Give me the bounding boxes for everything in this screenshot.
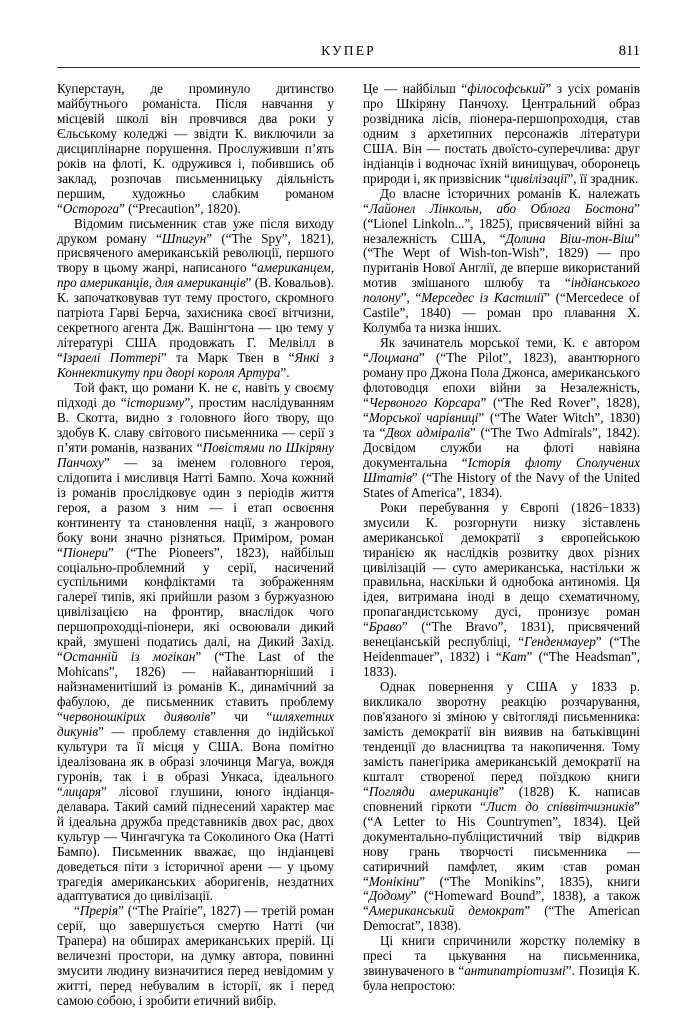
work-title: Кат [501,649,527,665]
paragraph: Роки перебування у Європі (1826−1833) змусили К. розгорнути низку зіставлень американської демократії з європейською тиранією як наслідків розвитку двох різних цивілізацій — суто американська, настільки ж правильна, наскільки й однобока антиномія. Ця ідея, витримана іноді в дещо схематичному, пропагандистському дусі, пронизує роман “Браво” (“The Bravo”, 1831), присвячений венеціанській республіці, “Генденмауер” (“The Heidenmauer”, 1832) і “Кат” (“The Headsman”, 1833). [363,499,641,680]
paragraph: До власне історичних романів К. належать “Лайонел Лінкольн, або Облога Бостона” (“Lionel Linkoln...”, 1825), присвячений війні за незалежність США, “Долина Віш-тон-Віш” (“The Wept of Wish-ton-Wish”, 1829) — про пуританів Нової Англії, де вперше використаний мотив змішаного шлюбу та “індіанського полону”, “Мерседес із Кастилії” (“Mercedece of Castile”, 1840) — роман про плавання Х. Колумба та низка інших. [363,185,641,336]
work-title: Американський демократ [368,903,525,919]
work-title: американцем, про американців, для американців [57,260,334,291]
left-column [57,82,334,1009]
running-head-title: КУПЕР [321,43,376,58]
body-columns [57,82,640,1009]
work-title: антипатріотизмі [464,963,566,979]
work-title: Осторога [62,200,120,216]
paragraph: Той факт, що романи К. не є, навіть у своєму підході до “історизму”, простим наслідуванням В. Скотта, видно з головного його твору, що здобув К. славу світового письменника — серії з п’яти романів, названих “Повістями по Шкіряну Панчоху” — за іменем головного героя, слідопита і мисливця Натті Бампо. Хоча кожний із романів прослідковує один з періодів життя героя, а разом з ним — і етап освоєння континенту та становлення нації, з жанрового боку вони значно різняться. Приміром, роман “Піонери” (“The Pioneers”, 1823), найбільш соціально-проблемний у серії, насичений суспільними конфліктами та зображенням галереї типів, які прийшли разом з буржуазною цивілізацією на фронтир, внаслідок чого першопроходці-піонери, які освоювали дикий край, змушені податись далі, на Дикий Захід. “Останній із могікан” (“The Last of the Mohicans”, 1826) — найавантюрніший і найзнаменитіший із романів К., динамічний за фабулою, де письменник ставить проблему “червоношкірих дияволів” чи “шляхетних дикунів” — проблему ставлення до індійської культури та її місця у США. Вона помітно ідеалізована як в образі злочинця Магуа, вождя гуронів, так і в образі Ункаса, ідеального “лицаря” лісової глушини, юного індіанця-делавара. Такий самий піднесений характер має й ідеальна дружба представників двох рас, двох культур — Чингачгука та Соколиного Ока (Натті Бампо). Письменник вважає, що індіанцеві доведеться піти з історичної арени — у цьому трагедія американських аборигенів, нездатних адаптуватися до цивілізації. [57,380,334,904]
work-title: Повістями по Шкіряну Панчоху [57,439,334,470]
work-title: Лоцмана [368,350,419,366]
work-title: Останній із могікан [62,649,196,665]
work-title: історизму [126,395,185,411]
work-title: шляхетних дикунів [57,709,334,739]
work-title: Лист до співвітчизників [485,798,635,814]
work-title: Долина Віш-тон-Віш [505,230,635,246]
work-title: Історія флоту Сполучених Штатів [363,454,640,485]
work-title: Монікіни [368,873,420,889]
paragraph: Однак повернення у США у 1833 р. викликало зворотну реакцію розчарування, пов'язаного зі зміною у світогляді письменника: замість демократії він виявив на батьківщині тенденції до власництва та накопичення. Тому замість панегірика американській демократії на кшталт створеної перед поїздкою книги “Погляди американців” (1828) К. написав сповнений гіркоти “Лист до співвітчизників” (“A Letter to His Countrymen”, 1834). Цей документально-публіцистичний твір відкрив нову грань творчості письменника — сатиричний памфлет, яким став роман “Монікіни” (“The Monikins”, 1835), книги “Додому” (“Homeward Bound”, 1838), а також “Американський демократ” (“The American Democrat”, 1838). [363,679,640,934]
paragraph: Це — найбільш “філософський” з усіх романів про Шкіряну Панчоху. Центральний образ розвідника лісів, піонера-першопроходця, став одним з архетипних персонажів літератури США. Він — постать двоїсто-суперечлива: друг індіанців і водночас їхній винищувач, оборонець природи і, як призвісник “цивілізації”, її зрадник. [363,81,640,186]
right-column [363,82,640,1009]
work-title: Янкі з Коннектикуту при дворі короля Артура [57,350,335,381]
work-title: Червоного Корсара [368,395,481,411]
work-title: Лайонел Лінкольн, або Облога Бостона [368,200,635,216]
work-title: Мерседес із Кастилії [421,290,545,306]
work-title: Піонери [62,544,109,560]
work-title: Шпигун [161,230,207,246]
work-title: Морської чарівниці [368,409,479,425]
paragraph: Ці книги спричинили жорстку полеміку в пресі та цькування на письменника, звинуваченого в “антипатріотизмі”. Позиція К. була непростою: [363,933,640,994]
running-head [57,43,640,65]
work-title: цивілізації [510,170,568,186]
work-title: Додому [368,888,411,904]
paragraph: Куперстаун, де проминуло дитинство майбутнього романіста. Після навчання у місцевій школі він провчився два роки у Єльському коледжі — звідти К. виключили за дисциплінарне порушення. Прослуживши п’ять років на флоті, К. одружився і, побившись об заклад, розпочав письменницьку діяльність першим, художньо слабким романом “Осторога” (“Precaution”, 1820). [57,81,334,216]
paragraph: Як зачинатель морської теми, К. є автором “Лоцмана” (“The Pilot”, 1823), авантюрного роману про Джона Пола Джонса, американського флотоводця епохи війни за Незалежність, “Червоного Корсара” (“The Red Rover”, 1828), “Морської чарівниці” (“The Water Witch”, 1830) та “Двох адміралів” (“The Two Admirals”, 1842). Досвідом служби на флоті навіяна документальна “Історія флоту Сполучених Штатів” (“The History of the Navy of the United States of America”, 1834). [363,335,640,500]
work-title: філософський [467,81,546,96]
work-title: Двох адміралів [385,424,470,440]
header-rule [57,67,640,68]
paragraph: Відомим письменник став уже після виходу друком роману “Шпигун” (“The Spy”, 1821), присвяченого американській революції, першого твору в цьому жанрі, написаного “американцем, про американців, для американців” (В. Ковальов). К. започатковував тут тему простого, скромного патріота Гарві Берча, захисника своєї вітчизни, секретного агента Дж. Вашінгтона — цю тему у літературі США продовжать Г. Мелвілл в “Ізраелі Поттері” та Марк Твен в “Янкі з Коннектикуту при дворі короля Артура”. [57,215,335,381]
work-title: Ізраелі Поттері [62,350,161,366]
work-title: індіанського полону [363,275,640,306]
work-title: Прерія [79,903,119,919]
work-title: Генденмауер [524,634,596,650]
work-title: Погляди американців [368,783,499,799]
work-title: Браво [368,619,402,635]
page-number: 811 [618,43,640,59]
work-title: лицаря [62,783,101,799]
work-title: червоношкірих дияволів [62,709,211,725]
paragraph: “Прерія” (“The Prairie”, 1827) — третій роман серії, що завершується смертю Натті (чи Трапера) на обширах американських прерій. Ці величезні простори, на думку автора, повинні змусити людину визначитися перед невідомим у житті, перед небувалим в історії, як і перед самою собою, і зробити етичний вибір. [57,903,334,1009]
